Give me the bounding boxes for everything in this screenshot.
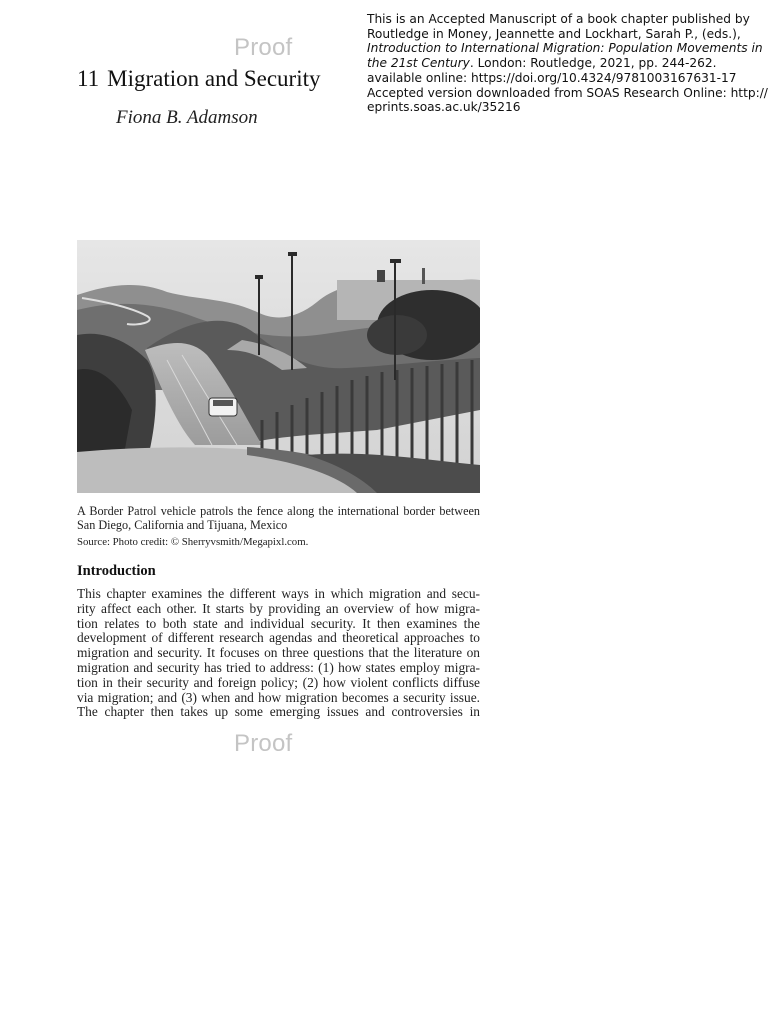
paragraph-line: development of different research agendas and theoretical approaches to (77, 630, 480, 646)
introduction-paragraph (77, 587, 480, 720)
notice-book-title-1: Introduction to International Migration: Population Movements in (367, 41, 763, 56)
paragraph-line: This chapter examines the different ways in which migration and secu- (77, 586, 480, 601)
paragraph-line: migration and security. It focuses on three questions that the literature on (77, 645, 480, 661)
figure-caption: A Border Patrol vehicle patrols the fence along the international border between San Diego, California and Tijuana, Mexico (77, 504, 480, 532)
paragraph-line: via migration; and (3) when and how migration becomes a security issue. (77, 689, 480, 705)
chapter-title-text: Migration and Security (107, 66, 321, 91)
paragraph-line: rity affect each other. It starts by providing an overview of how migra- (77, 600, 480, 616)
chapter-author: Fiona B. Adamson (116, 107, 258, 128)
notice-repository: Accepted version downloaded from SOAS Research Online: http:// (367, 85, 768, 100)
proof-watermark-top: Proof (234, 34, 293, 61)
section-heading: Introduction (77, 563, 156, 579)
notice-publisher: . London: Routledge, 2021, pp. 244-262. (469, 56, 717, 71)
notice-repository-url: eprints.soas.ac.uk/35216 (367, 100, 521, 115)
paragraph-line: tion relates to both state and individual security. It then examines the (77, 615, 480, 631)
figure-source: Source: Photo credit: © Sherryvsmith/Megapixl.com. (77, 536, 309, 548)
proof-watermark-bottom: Proof (234, 730, 293, 757)
border-fence-photo (77, 240, 480, 493)
border-fence-illustration (77, 240, 480, 493)
chapter-title (77, 66, 321, 92)
paragraph-line: tion in their security and foreign policy; (2) how violent conflicts diffuse (77, 674, 480, 690)
notice-line-1: This is an Accepted Manuscript of a book chapter published by (367, 12, 750, 26)
chapter-number: 11 (77, 66, 100, 91)
manuscript-notice (367, 12, 768, 115)
paragraph-line: The chapter then takes up some emerging issues and controversies in (77, 704, 480, 720)
notice-book-title-2: the 21st Century (367, 56, 470, 71)
notice-line-2: Routledge in Money, Jeannette and Lockhart, Sarah P., (eds.), (367, 26, 741, 41)
paragraph-line: migration and security has tried to address: (1) how states employ migra- (77, 659, 480, 675)
notice-doi: available online: https://doi.org/10.4324/9781003167631-17 (367, 70, 737, 85)
